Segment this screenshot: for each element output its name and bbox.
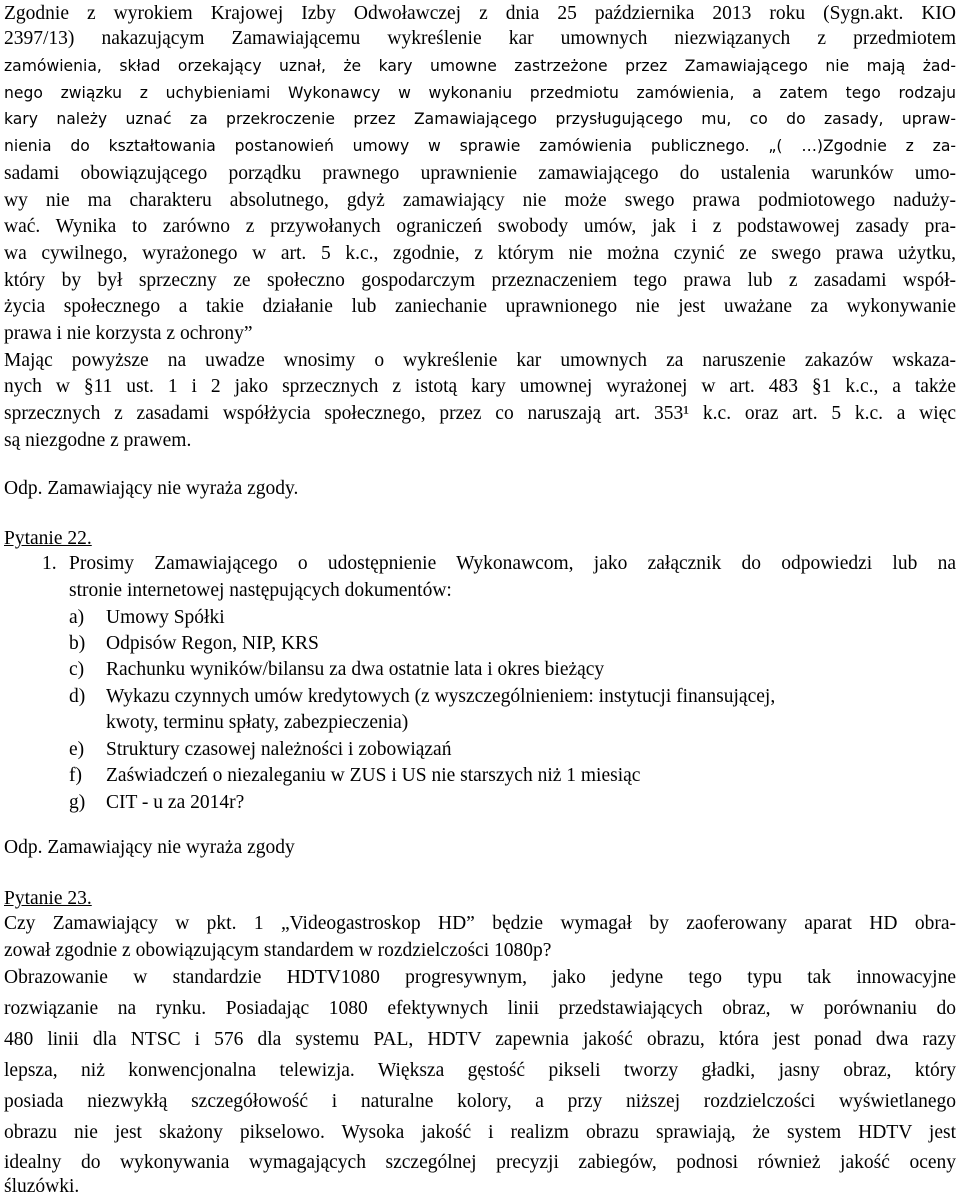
list-item-letter: d) bbox=[69, 686, 86, 707]
paragraph-line: 2397/13) nakazującym Zamawiającemu wykreślenie kar umownych niezwiązanych z przedmiotem bbox=[4, 28, 956, 49]
paragraph-line: nego związku z uchybieniami Wykonawcy w wykonaniu przedmiotu zamówienia, a zatem tego rodzaju bbox=[4, 84, 956, 102]
paragraph-line: prawa i nie korzysta z ochrony” bbox=[4, 323, 253, 344]
list-item: Struktury czasowej należności i zobowiązań bbox=[106, 739, 452, 760]
list-item: Rachunku wyników/bilansu za dwa ostatnie lata i okres bieżący bbox=[106, 659, 605, 680]
answer-text: Odp. Zamawiający nie wyraża zgody. bbox=[4, 478, 299, 499]
intro-line: stronie internetowej następujących dokumentów: bbox=[69, 580, 452, 601]
answer-text: Odp. Zamawiający nie wyraża zgody bbox=[4, 837, 295, 858]
answer-line: posiada niezwykłą szczegółowość i naturalne kolory, a przy niższej rozdzielczości wyświetlanego bbox=[4, 1091, 956, 1112]
paragraph-line: wy nie ma charakteru absolutnego, gdyż zamawiający nie może swego prawa podmiotowego naduży- bbox=[4, 190, 956, 211]
question-heading: Pytanie 22. bbox=[4, 528, 92, 549]
answer-line: rozwiązanie na rynku. Posiadając 1080 efektywnych linii przedstawiających obraz, w porównaniu do bbox=[4, 998, 956, 1019]
list-item: Zaświadczeń o niezaleganiu w ZUS i US nie starszych niż 1 miesiąc bbox=[106, 765, 641, 786]
list-item: CIT - u za 2014r? bbox=[106, 792, 245, 813]
list-item-letter: g) bbox=[69, 792, 86, 813]
answer-line: lepsza, niż konwencjonalna telewizja. Większa gęstość pikseli tworzy gładki, jasny obraz, który bbox=[4, 1060, 956, 1081]
paragraph-line: życia społecznego a takie działanie lub zaniechanie uprawnionego nie jest uważane za wykonywanie bbox=[4, 296, 956, 317]
paragraph-line: kary należy uznać za przekroczenie przez Zamawiającego przysługującego mu, co do zasady, upraw- bbox=[4, 110, 956, 128]
question-line: Czy Zamawiający w pkt. 1 „Videogastroskop HD” będzie wymagał by zaoferowany aparat HD obra- bbox=[4, 913, 956, 934]
paragraph-line: nienia do kształtowania postanowień umowy w sprawie zamówienia publicznego. „( …)Zgodnie z za- bbox=[4, 137, 956, 155]
answer-line: śluzówki. bbox=[4, 1176, 80, 1197]
paragraph-line: nych w §11 ust. 1 i 2 jako sprzecznych z istotą kary umownej wyrażonej w art. 483 §1 k.c., a także bbox=[4, 376, 956, 397]
list-item-letter: e) bbox=[69, 739, 85, 760]
question-line: zował zgodnie z obowiązującym standardem w rozdzielczości 1080p? bbox=[4, 940, 552, 961]
question-heading: Pytanie 23. bbox=[4, 888, 92, 909]
list-number: 1. bbox=[42, 553, 57, 574]
list-item: Wykazu czynnych umów kredytowych (z wyszczególnieniem: instytucji finansującej, bbox=[106, 686, 776, 707]
answer-line: idealny do wykonywania wymagających szczególnej precyzji zabiegów, podnosi również jakość oceny bbox=[4, 1152, 956, 1173]
list-item-letter: c) bbox=[69, 659, 85, 680]
paragraph-line: są niezgodne z prawem. bbox=[4, 430, 192, 451]
answer-line: Obrazowanie w standardzie HDTV1080 progresywnym, jako jedyne tego typu tak innowacyjne bbox=[4, 967, 956, 988]
paragraph-line: który by był sprzeczny ze społeczno gospodarczym przeznaczeniem tego prawa lub z zasadami współ- bbox=[4, 270, 956, 291]
paragraph-line: sprzecznych z zasadami współżycia społecznego, przez co naruszają art. 353¹ k.c. oraz art. 5 k.c. a więc bbox=[4, 403, 956, 424]
paragraph-line: sadami obowiązującego porządku prawnego uprawnienie zamawiającego do ustalenia warunków umo- bbox=[4, 163, 956, 184]
list-item-continuation: kwoty, terminu spłaty, zabezpieczenia) bbox=[106, 712, 409, 733]
paragraph-line: Zgodnie z wyrokiem Krajowej Izby Odwoławczej z dnia 25 października 2013 roku (Sygn.akt. KIO bbox=[4, 3, 956, 24]
paragraph-line: Mając powyższe na uwadze wnosimy o wykreślenie kar umownych za naruszenie zakazów wskaza- bbox=[4, 350, 956, 371]
list-item-letter: b) bbox=[69, 633, 86, 654]
answer-line: obrazu nie jest skażony pikselowo. Wysoka jakość i realizm obrazu sprawiają, że system HDTV jest bbox=[4, 1122, 956, 1143]
list-item-letter: f) bbox=[69, 765, 82, 786]
intro-line: Prosimy Zamawiającego o udostępnienie Wykonawcom, jako załącznik do odpowiedzi lub na bbox=[69, 553, 956, 574]
list-item: Odpisów Regon, NIP, KRS bbox=[106, 633, 319, 654]
paragraph-line: zamówienia, skład orzekający uznał, że kary umowne zastrzeżone przez Zamawiającego nie mają żad- bbox=[4, 57, 956, 75]
list-item: Umowy Spółki bbox=[106, 607, 225, 628]
list-item-letter: a) bbox=[69, 607, 85, 628]
answer-line: 480 linii dla NTSC i 576 dla systemu PAL, HDTV zapewnia jakość obrazu, która jest ponad dwa razy bbox=[4, 1029, 956, 1050]
paragraph-line: wać. Wynika to zarówno z przywołanych ograniczeń swobody umów, jak i z podstawowej zasady pra- bbox=[4, 216, 956, 237]
paragraph-line: wa cywilnego, wyrażonego w art. 5 k.c., zgodnie, z którym nie można czynić ze swego prawa użytku, bbox=[4, 243, 956, 264]
